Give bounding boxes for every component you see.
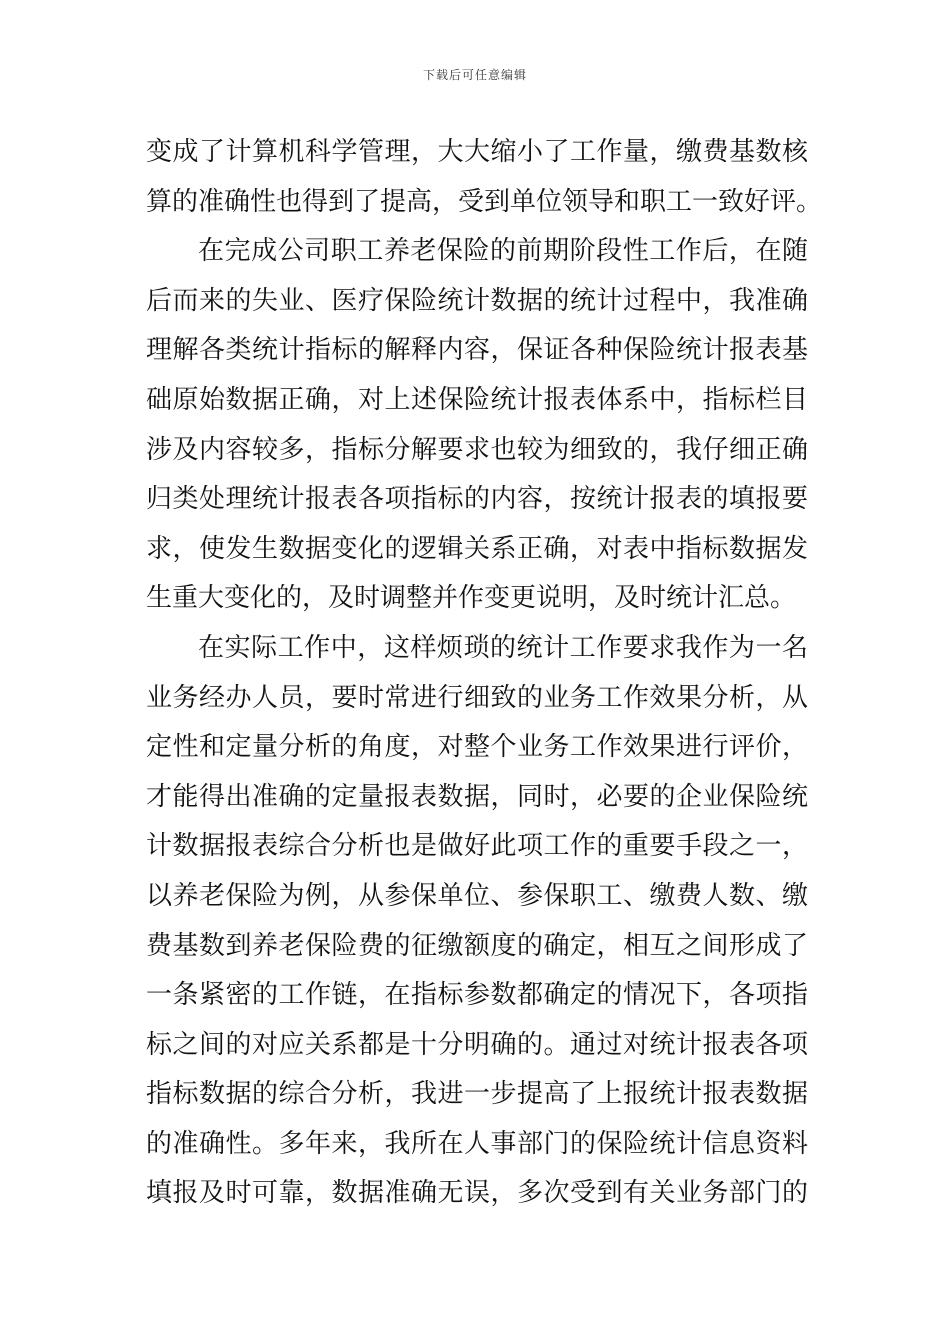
text-line: 一条紧密的工作链，在指标参数都确定的情况下，各项指 — [146, 980, 808, 1011]
header-note: 下载后可任意编辑 — [422, 68, 527, 82]
text-line: 指标数据的综合分析，我进一步提高了上报统计报表数据 — [146, 1079, 808, 1110]
text-line: 涉及内容较多，指标分解要求也较为细致的，我仔细正确 — [146, 434, 808, 465]
text-line: 变成了计算机科学管理，大大缩小了工作量，缴费基数核 — [146, 137, 808, 167]
text-line: 标之间的对应关系都是十分明确的。通过对统计报表各项 — [146, 1029, 808, 1060]
text-line: 在实际工作中，这样烦琐的统计工作要求我作为一名 — [198, 632, 808, 663]
text-line: 填报及时可靠，数据准确无误，多次受到有关业务部门的 — [146, 1178, 808, 1209]
body-text — [146, 128, 823, 1219]
text-line: 计数据报表综合分析也是做好此项工作的重要手段之一， — [146, 831, 808, 862]
text-line: 理解各类统计指标的解释内容，保证各种保险统计报表基 — [146, 335, 808, 366]
text-line: 费基数到养老保险费的征缴额度的确定，相互之间形成了 — [146, 930, 808, 961]
text-line: 的准确性。多年来，我所在人事部门的保险统计信息资料 — [146, 1128, 808, 1159]
text-line: 业务经办人员，要时常进行细致的业务工作效果分析，从 — [146, 682, 808, 713]
text-line: 才能得出准确的定量报表数据，同时，必要的企业保险统 — [146, 781, 808, 812]
text-line: 算的准确性也得到了提高，受到单位领导和职工一致好评。 — [146, 186, 823, 217]
text-line: 在完成公司职工养老保险的前期阶段性工作后，在随 — [198, 236, 808, 267]
text-line: 生重大变化的，及时调整并作变更说明，及时统计汇总。 — [146, 583, 797, 614]
text-line: 础原始数据正确，对上述保险统计报表体系中，指标栏目 — [146, 384, 808, 415]
text-line: 归类处理统计报表各项指标的内容，按统计报表的填报要 — [146, 484, 808, 515]
text-line: 定性和定量分析的角度，对整个业务工作效果进行评价， — [146, 732, 808, 763]
text-line: 求，使发生数据变化的逻辑关系正确，对表中指标数据发 — [146, 533, 808, 564]
text-line: 以养老保险为例，从参保单位、参保职工、缴费人数、缴 — [146, 880, 808, 911]
text-line: 后而来的失业、医疗保险统计数据的统计过程中，我准确 — [146, 285, 808, 316]
